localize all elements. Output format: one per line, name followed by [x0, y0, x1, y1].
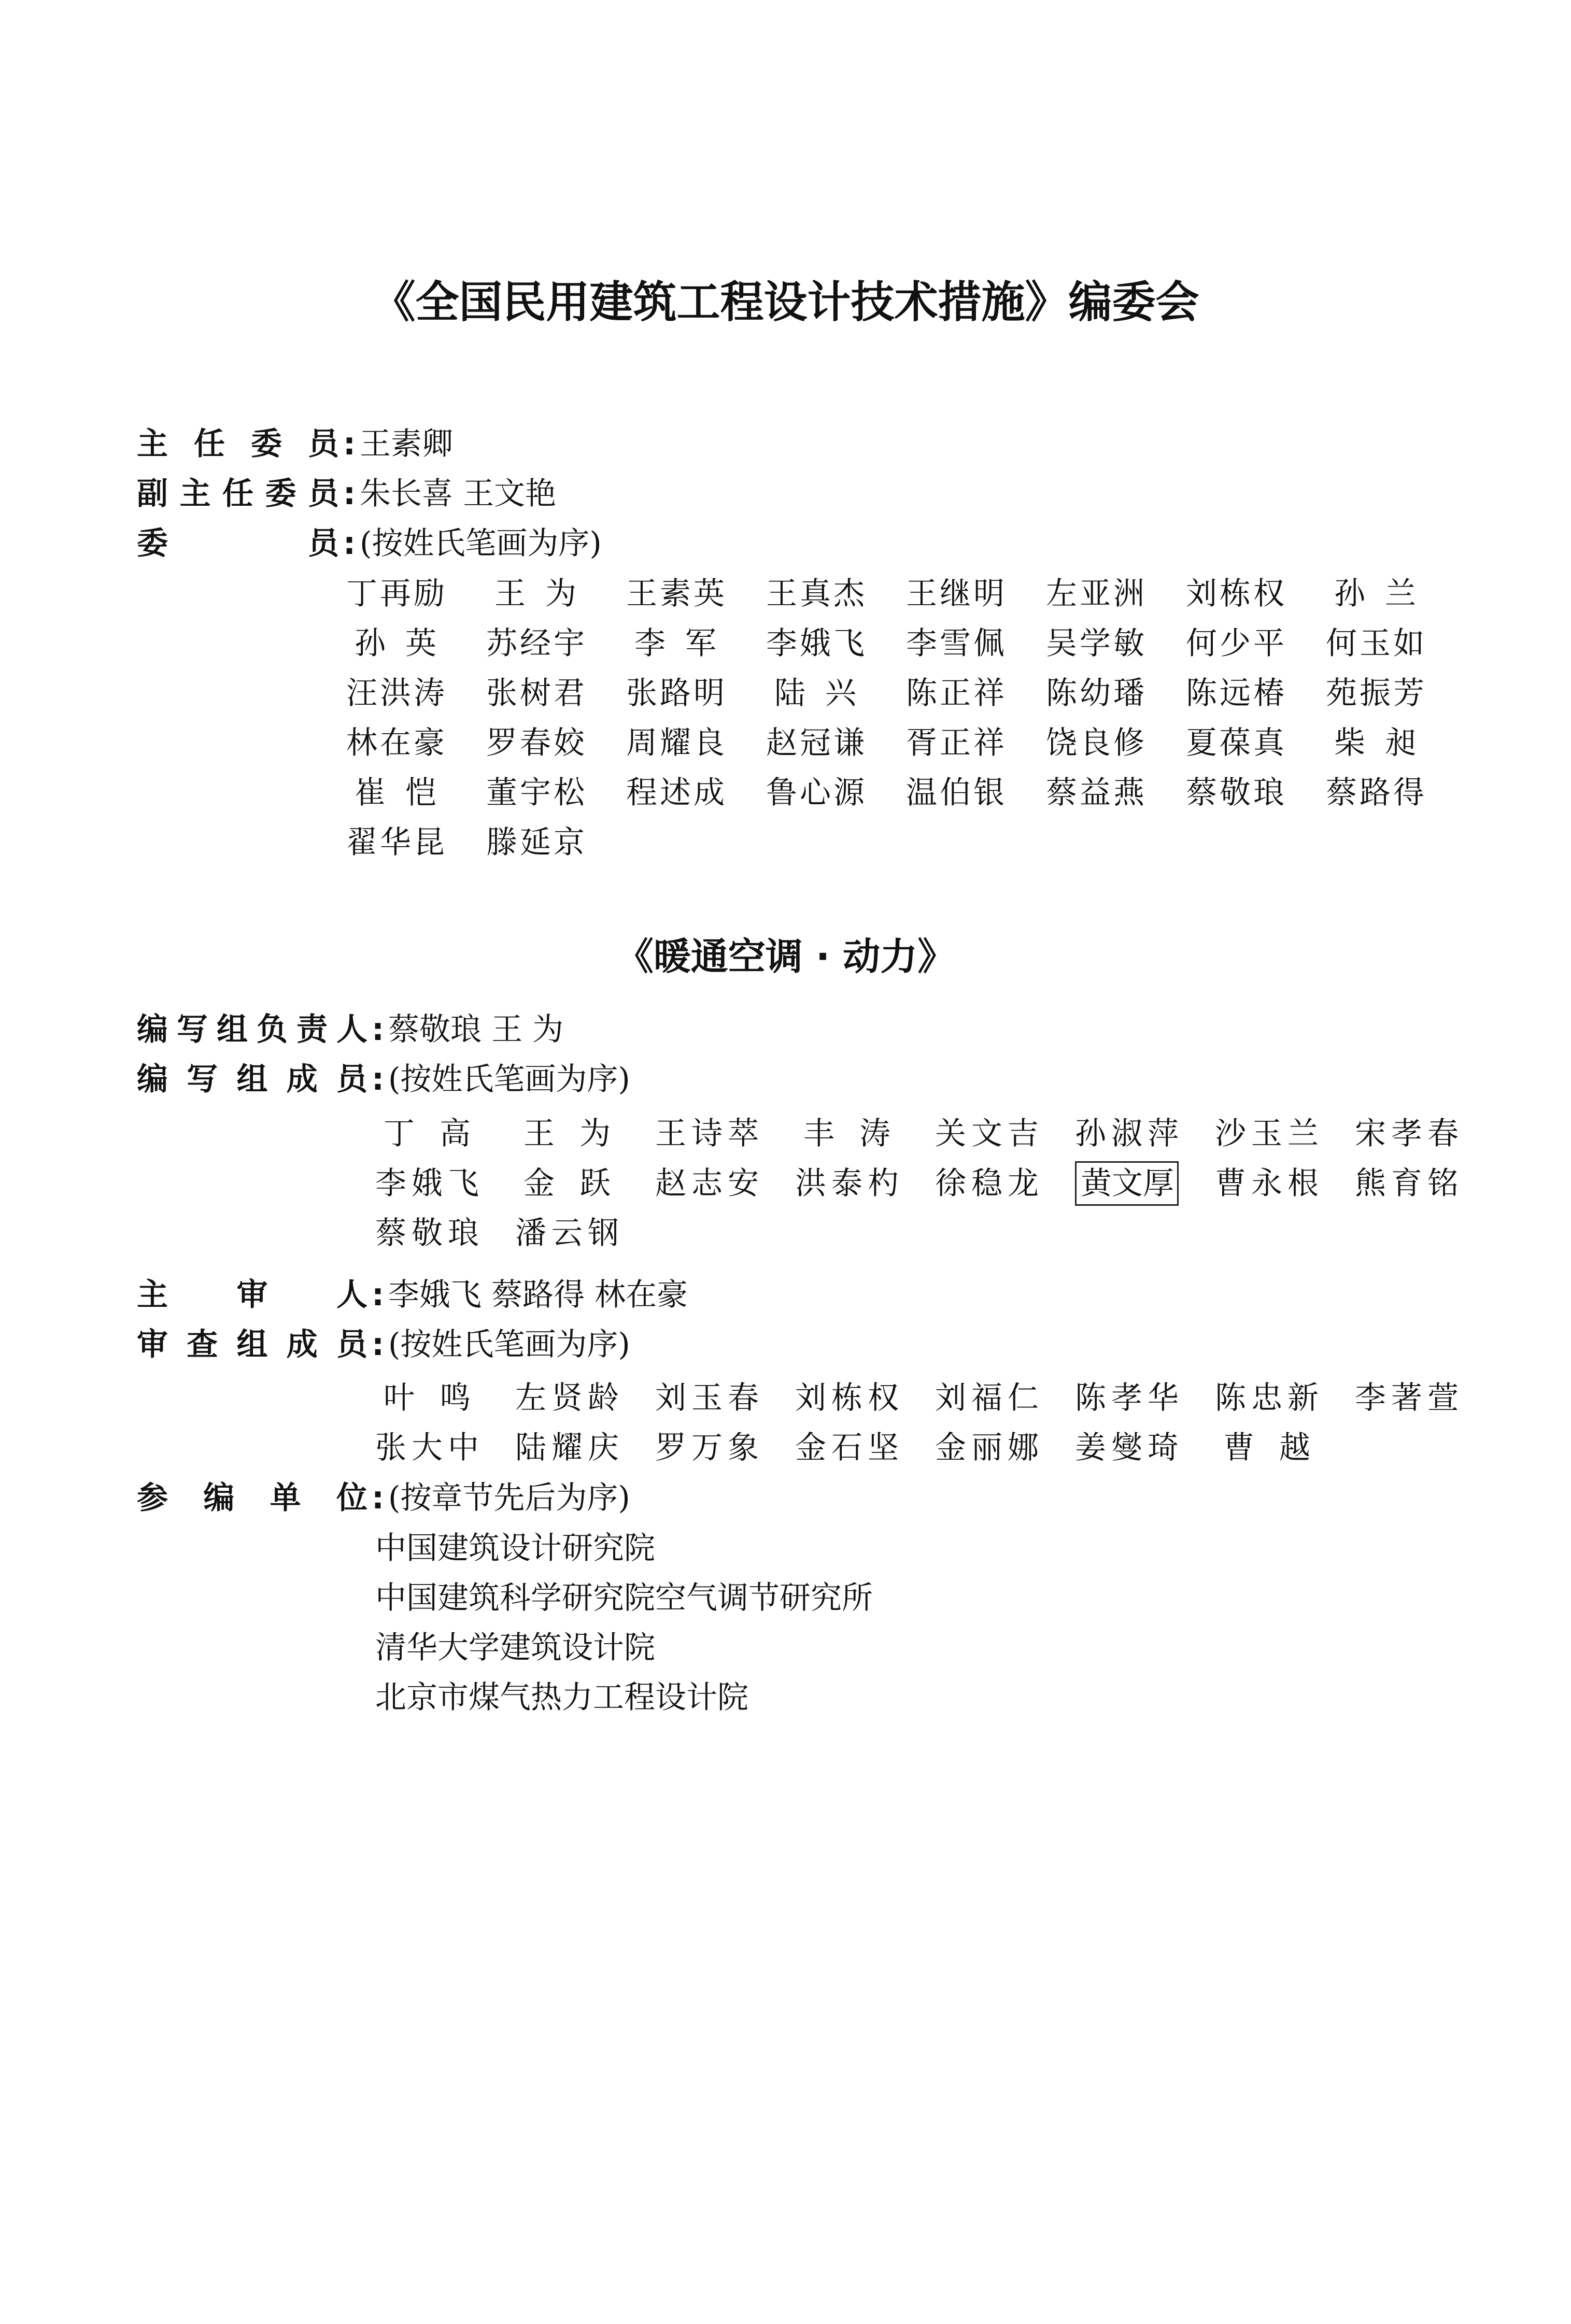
- name-cell: [626, 720, 766, 766]
- name-cell: [375, 1375, 515, 1421]
- person-name: 罗春姣: [486, 725, 585, 761]
- reviewers-note: (按姓氏笔画为序): [388, 1327, 630, 1363]
- colon: :: [372, 1327, 384, 1363]
- name-cell: [375, 1160, 515, 1207]
- person-name: 孙兰: [1334, 576, 1416, 612]
- name-cell: [795, 1160, 935, 1207]
- name-cell: [906, 620, 1046, 667]
- name-cell: [1075, 1161, 1215, 1206]
- person-name: 崔恺: [355, 775, 436, 811]
- person-name: 刘栋权: [795, 1380, 899, 1416]
- writers-list: [375, 1109, 1495, 1258]
- name-cell: [1046, 620, 1186, 667]
- person-name: 陈远椿: [1186, 675, 1284, 711]
- name-cell: [795, 1375, 935, 1421]
- person-name: 陈幼璠: [1046, 675, 1144, 711]
- name-cell: [486, 670, 626, 717]
- person-name: 李雪佩: [906, 625, 1004, 662]
- name-cell: [655, 1375, 795, 1421]
- name-cell: [515, 1210, 655, 1257]
- unit-item: 北京市煤气热力工程设计院: [375, 1679, 748, 1716]
- person-name: 董宇松: [486, 775, 585, 811]
- name-cell: [486, 571, 626, 617]
- name-cell: [935, 1424, 1075, 1471]
- person-name: 罗万象: [655, 1430, 759, 1466]
- unit-item: 中国建筑科学研究院空气调节研究所: [375, 1580, 873, 1616]
- section-title: 《暖通空调 · 动力》: [616, 935, 955, 978]
- person-name: 王为: [494, 576, 576, 612]
- person-name: 丰涛: [803, 1116, 890, 1152]
- chief-reviewer-row: [137, 1272, 688, 1318]
- person-name: 孙英: [355, 625, 436, 662]
- vice-director-label: 副主任委员: [137, 476, 339, 512]
- writers-label: 编写组成员: [137, 1061, 367, 1097]
- person-name: 陆耀庆: [515, 1430, 619, 1466]
- members-list: [346, 569, 1466, 867]
- person-name: 饶良修: [1046, 725, 1144, 761]
- name-cell: [1326, 769, 1466, 816]
- person-name: 熊育铭: [1355, 1165, 1459, 1202]
- name-cell: [935, 1375, 1075, 1421]
- names-row: [375, 1109, 1495, 1159]
- person-name: 左贤龄: [515, 1380, 619, 1416]
- members-row: [137, 520, 602, 567]
- person-name: 张树君: [486, 675, 585, 711]
- units-list: [375, 1523, 873, 1722]
- person-name: 滕延京: [486, 824, 585, 861]
- vice-director-names: 朱长喜 王文艳: [360, 476, 557, 512]
- name-cell: [346, 571, 486, 617]
- person-name: 何少平: [1186, 625, 1284, 662]
- person-name: 陈孝华: [1075, 1380, 1179, 1416]
- names-row: [346, 569, 1466, 619]
- person-name: 王为: [523, 1116, 611, 1152]
- person-name: 张路明: [626, 675, 725, 711]
- person-name: 黄文厚: [1075, 1161, 1179, 1206]
- person-name: 王继明: [906, 576, 1004, 612]
- person-name: 陈正祥: [906, 675, 1004, 711]
- person-name: 陆兴: [774, 675, 856, 711]
- person-name: 刘玉春: [655, 1380, 759, 1416]
- person-name: 陈忠新: [1215, 1380, 1319, 1416]
- name-cell: [1046, 769, 1186, 816]
- name-cell: [1355, 1375, 1495, 1421]
- name-cell: [346, 819, 486, 866]
- person-name: 李著萱: [1355, 1380, 1459, 1416]
- name-cell: [1326, 720, 1466, 766]
- person-name: 沙玉兰: [1215, 1116, 1319, 1152]
- person-name: 何玉如: [1326, 625, 1424, 662]
- name-cell: [1215, 1160, 1355, 1207]
- name-cell: [935, 1110, 1075, 1157]
- person-name: 蔡路得: [1326, 775, 1424, 811]
- page-title: 《全国民用建筑工程设计技术措施》编委会: [372, 277, 1199, 327]
- name-cell: [795, 1424, 935, 1471]
- person-name: 孙淑萍: [1075, 1116, 1179, 1152]
- units-row: [137, 1475, 630, 1521]
- name-cell: [375, 1110, 515, 1157]
- names-row: [375, 1208, 1495, 1258]
- person-name: 张大中: [375, 1430, 479, 1466]
- name-cell: [935, 1160, 1075, 1207]
- name-cell: [626, 620, 766, 667]
- person-name: 刘福仁: [935, 1380, 1039, 1416]
- name-cell: [1075, 1110, 1215, 1157]
- chief-reviewer-names: 李娥飞 蔡路得 林在豪: [388, 1277, 688, 1313]
- name-cell: [486, 620, 626, 667]
- reviewers-list: [375, 1373, 1495, 1473]
- person-name: 金丽娜: [935, 1430, 1039, 1466]
- person-name: 李娥飞: [375, 1165, 479, 1202]
- person-name: 苑振芳: [1326, 675, 1424, 711]
- director-row: [137, 421, 453, 467]
- colon: :: [372, 1277, 384, 1313]
- name-cell: [1046, 720, 1186, 766]
- colon: :: [372, 1480, 384, 1516]
- person-name: 赵志安: [655, 1165, 759, 1202]
- name-cell: [795, 1110, 935, 1157]
- colon: :: [372, 1011, 384, 1048]
- name-cell: [1326, 670, 1466, 717]
- name-cell: [1186, 670, 1326, 717]
- name-cell: [346, 620, 486, 667]
- colon: :: [372, 1061, 384, 1097]
- name-cell: [515, 1424, 655, 1471]
- names-row: [346, 768, 1466, 818]
- person-name: 程述成: [626, 775, 725, 811]
- person-name: 林在豪: [346, 725, 445, 761]
- person-name: 鲁心源: [766, 775, 865, 811]
- name-cell: [655, 1110, 795, 1157]
- name-cell: [906, 571, 1046, 617]
- name-cell: [486, 769, 626, 816]
- person-name: 胥正祥: [906, 725, 1004, 761]
- name-cell: [515, 1160, 655, 1207]
- person-name: 蔡敬琅: [1186, 775, 1284, 811]
- lead-label: 编写组负责人: [137, 1011, 367, 1048]
- name-cell: [346, 769, 486, 816]
- person-name: 夏葆真: [1186, 725, 1284, 761]
- person-name: 关文吉: [935, 1116, 1039, 1152]
- person-name: 吴学敏: [1046, 625, 1144, 662]
- person-name: 徐稳龙: [935, 1165, 1039, 1202]
- units-note: (按章节先后为序): [388, 1480, 630, 1516]
- name-cell: [1215, 1424, 1355, 1471]
- name-cell: [906, 670, 1046, 717]
- name-cell: [1075, 1375, 1215, 1421]
- name-cell: [515, 1110, 655, 1157]
- name-cell: [1215, 1375, 1355, 1421]
- name-cell: [1046, 670, 1186, 717]
- name-cell: [1355, 1110, 1495, 1157]
- colon: :: [343, 525, 356, 562]
- name-cell: [1326, 620, 1466, 667]
- colon: :: [343, 476, 356, 512]
- name-cell: [1075, 1424, 1215, 1471]
- person-name: 王素英: [626, 576, 725, 612]
- names-row: [346, 818, 1466, 867]
- person-name: 丁再励: [346, 576, 445, 612]
- name-cell: [906, 769, 1046, 816]
- person-name: 金石坚: [795, 1430, 899, 1466]
- person-name: 蔡益燕: [1046, 775, 1144, 811]
- name-cell: [1186, 571, 1326, 617]
- writers-row: [137, 1056, 630, 1103]
- name-cell: [346, 670, 486, 717]
- names-row: [375, 1159, 1495, 1208]
- person-name: 柴昶: [1334, 725, 1416, 761]
- person-name: 李娥飞: [766, 625, 865, 662]
- name-cell: [1186, 620, 1326, 667]
- name-cell: [1046, 571, 1186, 617]
- name-cell: [1215, 1110, 1355, 1157]
- name-cell: [766, 769, 906, 816]
- person-name: 苏经宇: [486, 625, 585, 662]
- members-label: 委员: [137, 525, 339, 562]
- name-cell: [1186, 720, 1326, 766]
- name-cell: [1186, 769, 1326, 816]
- name-cell: [375, 1210, 515, 1257]
- unit-item: 清华大学建筑设计院: [375, 1630, 655, 1666]
- lead-row: [137, 1006, 563, 1053]
- name-cell: [766, 571, 906, 617]
- person-name: 丁高: [384, 1116, 471, 1152]
- reviewers-label: 审查组成员: [137, 1327, 367, 1363]
- writers-note: (按姓氏笔画为序): [388, 1061, 630, 1097]
- person-name: 金跃: [523, 1165, 611, 1202]
- names-row: [375, 1373, 1495, 1423]
- person-name: 李军: [634, 625, 716, 662]
- name-cell: [906, 720, 1046, 766]
- name-cell: [1355, 1160, 1495, 1207]
- person-name: 温伯银: [906, 775, 1004, 811]
- name-cell: [626, 571, 766, 617]
- person-name: 姜燮琦: [1075, 1430, 1179, 1466]
- person-name: 翟华昆: [346, 824, 445, 861]
- person-name: 曹永根: [1215, 1165, 1319, 1202]
- name-cell: [766, 670, 906, 717]
- colon: :: [343, 426, 356, 462]
- vice-director-row: [137, 470, 556, 517]
- director-label: 主任委员: [137, 426, 339, 462]
- name-cell: [626, 670, 766, 717]
- name-cell: [515, 1375, 655, 1421]
- units-label: 参编单位: [137, 1480, 367, 1516]
- name-cell: [766, 620, 906, 667]
- person-name: 左亚洲: [1046, 576, 1144, 612]
- person-name: 曹越: [1223, 1430, 1310, 1466]
- lead-names: 蔡敬琅 王 为: [388, 1011, 564, 1048]
- names-row: [375, 1423, 1495, 1473]
- person-name: 叶鸣: [384, 1380, 471, 1416]
- name-cell: [626, 769, 766, 816]
- name-cell: [766, 720, 906, 766]
- name-cell: [486, 819, 626, 866]
- person-name: 洪泰杓: [795, 1165, 899, 1202]
- director-names: 王素卿: [360, 426, 453, 462]
- person-name: 王诗萃: [655, 1116, 759, 1152]
- person-name: 刘栋权: [1186, 576, 1284, 612]
- name-cell: [486, 720, 626, 766]
- unit-item: 中国建筑设计研究院: [375, 1530, 655, 1566]
- person-name: 王真杰: [766, 576, 865, 612]
- name-cell: [1326, 571, 1466, 617]
- chief-reviewer-label: 主审人: [137, 1277, 367, 1313]
- reviewers-row: [137, 1321, 630, 1368]
- person-name: 周耀良: [626, 725, 725, 761]
- name-cell: [655, 1160, 795, 1207]
- names-row: [346, 668, 1466, 718]
- name-cell: [375, 1424, 515, 1471]
- name-cell: [655, 1424, 795, 1471]
- person-name: 赵冠谦: [766, 725, 865, 761]
- name-cell: [346, 720, 486, 766]
- members-note: (按姓氏笔画为序): [360, 525, 602, 562]
- names-row: [346, 619, 1466, 668]
- person-name: 潘云钢: [515, 1215, 619, 1251]
- person-name: 蔡敬琅: [375, 1215, 479, 1251]
- person-name: 宋孝春: [1355, 1116, 1459, 1152]
- person-name: 汪洪涛: [346, 675, 445, 711]
- names-row: [346, 718, 1466, 768]
